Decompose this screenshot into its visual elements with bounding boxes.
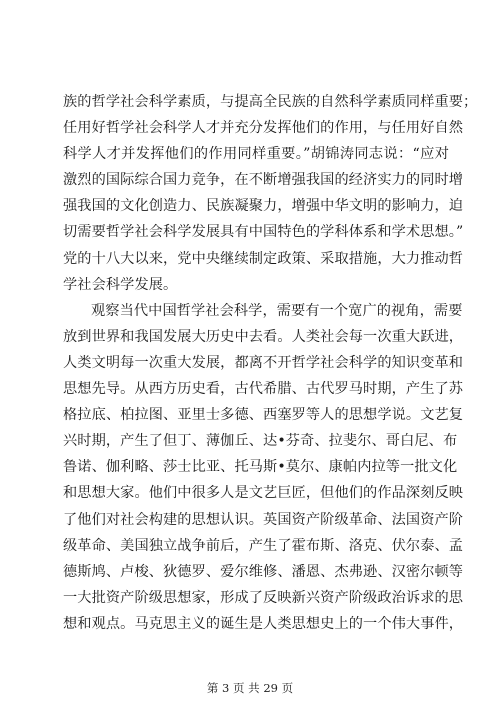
text-line: 任用好哲学社会科学人才并充分发挥他们的作用，与任用好自然 [63,120,464,137]
text-line: 一大批资产阶级思想家，形成了反映新兴资产阶级政治诉求的思 [63,589,464,606]
text-line: 激烈的国际综合国力竞争，在不断增强我国的经济实力的同时增 [63,172,464,189]
text-line: 强我国的文化创造力、民族凝聚力，增强中华文明的影响力，迫 [63,198,464,215]
text-line: 人类文明每一次重大发展，都离不开哲学社会科学的知识变革和 [63,354,464,371]
paragraph-1 [63,89,478,298]
text-line: 党的十八大以来，党中央继续制定政策、采取措施，大力推动哲 [63,250,464,267]
paragraph-2 [63,298,464,637]
text-line: 级革命、美国独立战争前后，产生了霍布斯、洛克、伏尔泰、孟 [63,537,464,554]
text-line: 了他们对社会构建的思想认识。英国资产阶级革命、法国资产阶 [63,511,464,528]
text-line: 思想先导。从西方历史看，古代希腊、古代罗马时期，产生了苏 [63,381,464,398]
text-line: 放到世界和我国发展大历史中去看。人类社会每一次重大跃进， [63,328,464,345]
text-line: 格拉底、柏拉图、亚里士多德、西塞罗等人的思想学说。文艺复 [63,407,464,424]
text-line: 鲁诺、伽利略、莎士比亚、托马斯•莫尔、康帕内拉等一批文化 [63,459,458,476]
page-number-footer: 第 3 页 共 29 页 [206,681,294,695]
text-line: 想和观点。马克思主义的诞生是人类思想史上的一个伟大事件， [63,615,464,632]
text-line: 学社会科学发展。 [63,276,178,293]
text-line: 族的哲学社会科学素质，与提高全民族的自然科学素质同样重要； [63,94,478,110]
body-text [63,89,478,637]
text-line: 和思想大家。他们中很多人是文艺巨匠，但他们的作品深刻反映 [63,485,464,502]
text-line: 兴时期，产生了但丁、薄伽丘、达•芬奇、拉斐尔、哥白尼、布 [63,433,458,450]
text-line: 科学人才并发挥他们的作用同样重要。”胡锦涛同志说：“应对 [63,146,449,163]
text-line: 切需要哲学社会科学发展具有中国特色的学科体系和学术思想。” [63,224,464,241]
text-line: 观察当代中国哲学社会科学，需要有一个宽广的视角，需要 [91,302,463,319]
text-line: 德斯鸠、卢梭、狄德罗、爱尔维修、潘恩、杰弗逊、汉密尔顿等 [63,563,464,580]
